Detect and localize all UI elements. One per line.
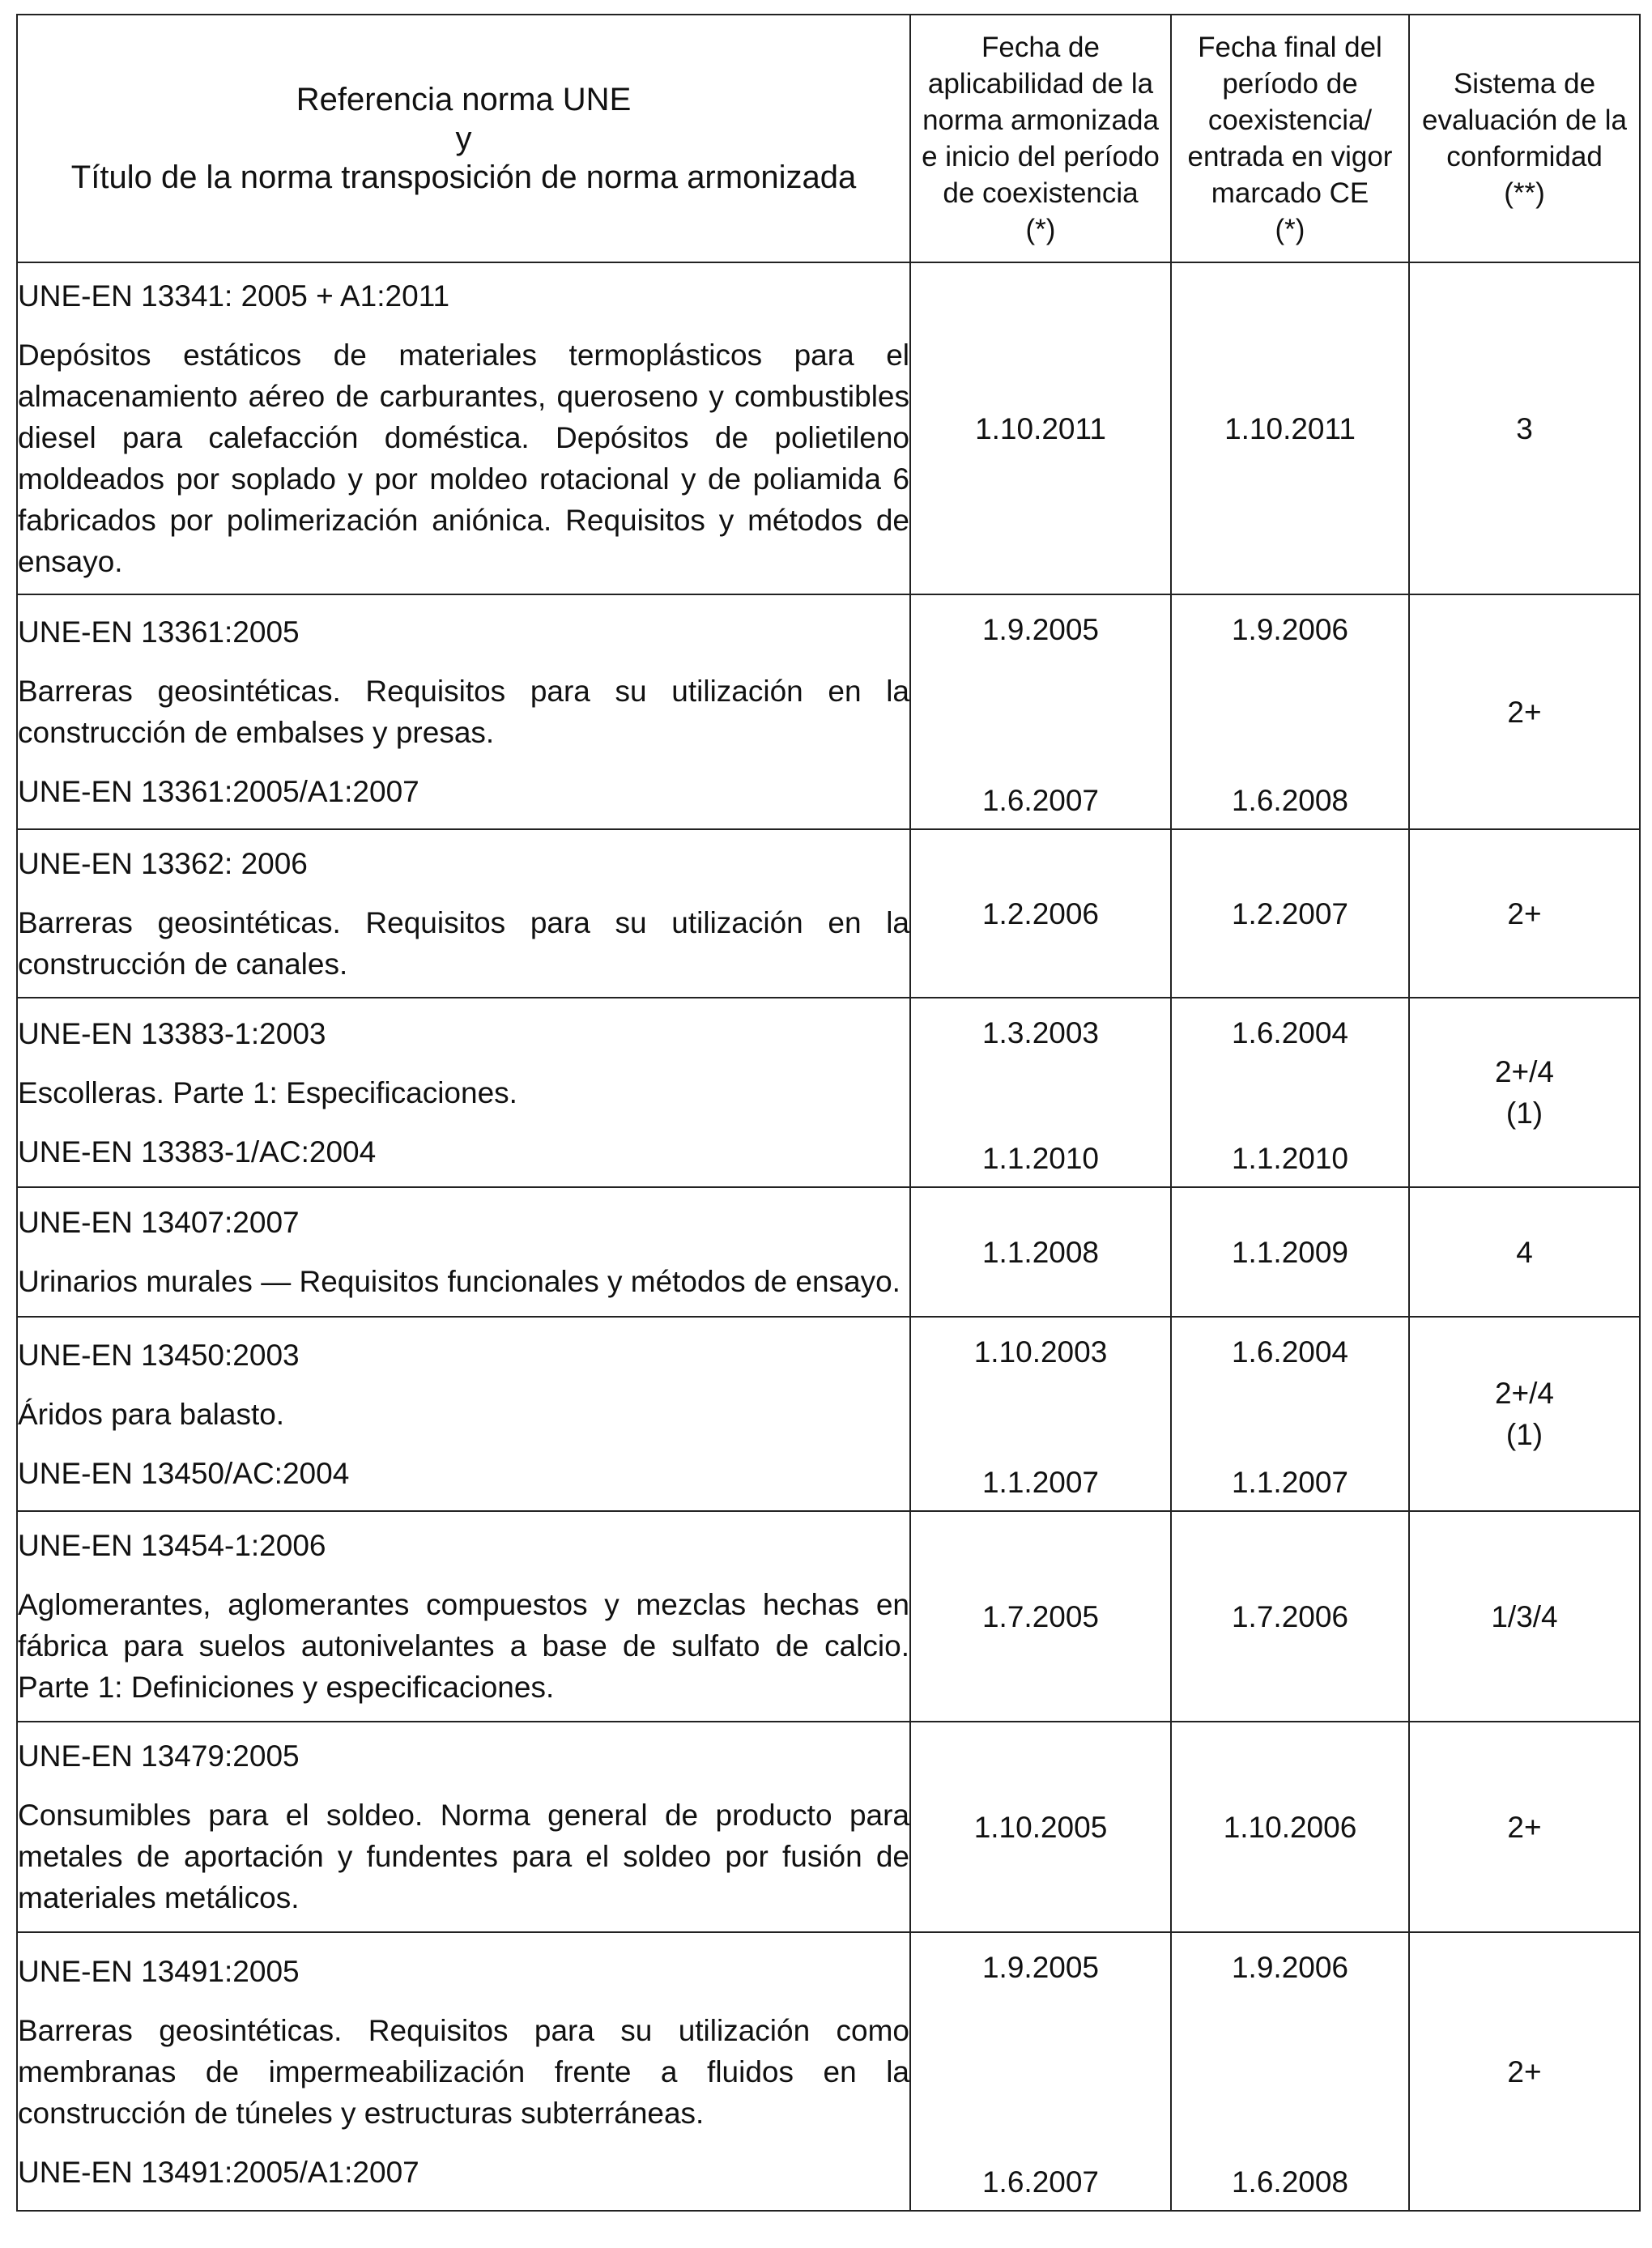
- header-line: Referencia norma UNE: [296, 82, 632, 117]
- standard-reference: UNE-EN 13454-1:2006: [18, 1529, 326, 1562]
- end-coexistence-date-cell: 1.10.2006: [1171, 1722, 1409, 1932]
- reference-cell: [17, 1722, 910, 1932]
- reference-cell: [17, 1317, 910, 1511]
- standard-reference: UNE-EN 13491:2005: [18, 1954, 300, 1988]
- reference-cell: [17, 594, 910, 829]
- date-value: 1.9.2005: [981, 1951, 1100, 1984]
- conformity-system-cell: [1409, 998, 1640, 1187]
- standard-reference: UNE-EN 13362: 2006: [18, 846, 308, 880]
- standard-reference: UNE-EN 13383-1:2003: [18, 1016, 326, 1050]
- standard-title: Depósitos estáticos de materiales termoplásticos para el almacenamiento aéreo de carburantes, queroseno y combustibles diesel para calefacción doméstica. Depósitos de polietileno moldeados por soplado y por moldeo rotacional y de poliamida 6 fabricados por polimerización aniónica. Requisitos y métodos de ensayo.: [18, 338, 909, 578]
- reference-cell: [17, 1187, 910, 1317]
- conformity-system-cell: 2+: [1409, 829, 1640, 998]
- table-row: [17, 262, 1640, 594]
- amendment-reference: UNE-EN 13361:2005/A1:2007: [18, 775, 419, 808]
- conformity-system-cell: 3: [1409, 262, 1640, 594]
- conformity-system-cell: [1409, 1317, 1640, 1511]
- header-line: coexistencia/: [1207, 104, 1373, 136]
- applicability-date-cell: 1.10.2005: [910, 1722, 1171, 1932]
- applicability-date-cell: [910, 1932, 1171, 2211]
- header-conformity-system: [1409, 15, 1640, 262]
- system-value: 2+/4: [1494, 1377, 1555, 1410]
- amendment-date-value: 1.1.2010: [981, 1142, 1100, 1175]
- standard-title: Consumibles para el soldeo. Norma general de producto para metales de aportación y fundentes para el soldeo por fusión de materiales metálicos.: [18, 1799, 909, 1914]
- conformity-system-cell: 2+: [1409, 1722, 1640, 1932]
- amendment-date-value: 1.1.2010: [1231, 1142, 1349, 1175]
- table-row: [17, 1932, 1640, 2211]
- standard-title: Urinarios murales — Requisitos funcionales y métodos de ensayo.: [18, 1265, 901, 1298]
- date-value: 1.9.2006: [1231, 613, 1349, 646]
- date-value: 1.6.2004: [1231, 1016, 1349, 1049]
- conformity-system-cell: 4: [1409, 1187, 1640, 1317]
- reference-cell: [17, 829, 910, 998]
- system-note: (1): [1505, 1096, 1543, 1130]
- standard-title: Barreras geosintéticas. Requisitos para su utilización en la construcción de canales.: [18, 905, 909, 981]
- amendment-date-value: 1.1.2007: [981, 1466, 1100, 1499]
- standard-reference: UNE-EN 13407:2007: [18, 1206, 300, 1239]
- end-coexistence-date-cell: [1171, 1932, 1409, 2211]
- header-line: (*): [1275, 214, 1305, 245]
- system-value: 2+/4: [1494, 1055, 1555, 1088]
- table-row: [17, 594, 1640, 829]
- header-line: norma armonizada: [922, 104, 1159, 136]
- applicability-date-cell: 1.1.2008: [910, 1187, 1171, 1317]
- end-coexistence-date-cell: [1171, 998, 1409, 1187]
- harmonized-standards-table: [16, 14, 1641, 2212]
- applicability-date-cell: 1.2.2006: [910, 829, 1171, 998]
- standard-reference: UNE-EN 13341: 2005 + A1:2011: [18, 279, 450, 313]
- standard-title: Escolleras. Parte 1: Especificaciones.: [18, 1075, 517, 1109]
- standard-reference: UNE-EN 13450:2003: [18, 1338, 300, 1372]
- amendment-reference: UNE-EN 13491:2005/A1:2007: [18, 2155, 419, 2189]
- amendment-date-value: 1.6.2007: [981, 2165, 1100, 2199]
- end-coexistence-date-cell: 1.7.2006: [1171, 1511, 1409, 1722]
- applicability-date-cell: [910, 594, 1171, 829]
- date-value: 1.6.2004: [1231, 1335, 1349, 1369]
- standard-reference: UNE-EN 13479:2005: [18, 1739, 300, 1773]
- table-row: [17, 829, 1640, 998]
- end-coexistence-date-cell: 1.1.2009: [1171, 1187, 1409, 1317]
- header-line: (*): [1025, 214, 1056, 245]
- date-value: 1.9.2005: [981, 613, 1100, 646]
- header-line: evaluación de la: [1422, 104, 1627, 136]
- table-row: [17, 1722, 1640, 1932]
- end-coexistence-date-cell: 1.10.2011: [1171, 262, 1409, 594]
- end-coexistence-date-cell: [1171, 594, 1409, 829]
- amendment-date-value: 1.6.2008: [1231, 2165, 1349, 2199]
- applicability-date-cell: [910, 998, 1171, 1187]
- conformity-system-cell: 2+: [1409, 594, 1640, 829]
- table-row: [17, 998, 1640, 1187]
- table-row: [17, 1317, 1640, 1511]
- date-value: 1.9.2006: [1231, 1951, 1349, 1984]
- header-line: Sistema de: [1453, 68, 1596, 100]
- header-end-coexistence-date: [1171, 15, 1409, 262]
- date-value: 1.3.2003: [981, 1016, 1100, 1049]
- standard-title: Aglomerantes, aglomerantes compuestos y mezclas hechas en fábrica para suelos autonivelantes a base de sulfato de calcio. Parte 1: Definiciones y especificaciones.: [18, 1588, 909, 1704]
- standard-title: Barreras geosintéticas. Requisitos para su utilización como membranas de impermeabilización frente a fluidos en la construcción de túneles y estructuras subterráneas.: [18, 2013, 909, 2130]
- conformity-system-cell: 2+: [1409, 1932, 1640, 2211]
- table-row: [17, 1187, 1640, 1317]
- header-line: entrada en vigor: [1187, 141, 1393, 172]
- header-line: marcado CE: [1211, 177, 1369, 209]
- header-line: (**): [1504, 177, 1545, 209]
- header-line: e inicio del período: [922, 141, 1160, 172]
- applicability-date-cell: [910, 1317, 1171, 1511]
- standard-title: Áridos para balasto.: [18, 1397, 285, 1431]
- applicability-date-cell: 1.7.2005: [910, 1511, 1171, 1722]
- reference-cell: [17, 1932, 910, 2211]
- system-note: (1): [1505, 1418, 1543, 1451]
- amendment-date-value: 1.6.2008: [1231, 784, 1349, 817]
- header-applicability-date: [910, 15, 1171, 262]
- header-reference: [17, 15, 910, 262]
- header-line: Fecha final del: [1198, 32, 1382, 63]
- header-line: y: [455, 121, 472, 156]
- standard-reference: UNE-EN 13361:2005: [18, 615, 300, 649]
- end-coexistence-date-cell: [1171, 1317, 1409, 1511]
- header-line: Fecha de: [981, 32, 1100, 63]
- applicability-date-cell: 1.10.2011: [910, 262, 1171, 594]
- header-line: aplicabilidad de la: [927, 68, 1154, 100]
- end-coexistence-date-cell: 1.2.2007: [1171, 829, 1409, 998]
- header-line: de coexistencia: [943, 177, 1139, 209]
- amendment-date-value: 1.1.2007: [1231, 1466, 1349, 1499]
- conformity-system-cell: 1/3/4: [1409, 1511, 1640, 1722]
- table-header-row: [17, 15, 1640, 262]
- header-line: conformidad: [1446, 141, 1603, 172]
- table-row: [17, 1511, 1640, 1722]
- reference-cell: [17, 998, 910, 1187]
- standard-title: Barreras geosintéticas. Requisitos para su utilización en la construcción de embalses y presas.: [18, 675, 909, 749]
- reference-cell: [17, 262, 910, 594]
- amendment-reference: UNE-EN 13383-1/AC:2004: [18, 1135, 377, 1169]
- header-line: período de: [1222, 68, 1358, 100]
- date-value: 1.10.2003: [973, 1335, 1108, 1369]
- amendment-date-value: 1.6.2007: [981, 784, 1100, 817]
- reference-cell: [17, 1511, 910, 1722]
- header-line: Título de la norma transposición de norma armonizada: [70, 160, 857, 195]
- amendment-reference: UNE-EN 13450/AC:2004: [18, 1456, 350, 1490]
